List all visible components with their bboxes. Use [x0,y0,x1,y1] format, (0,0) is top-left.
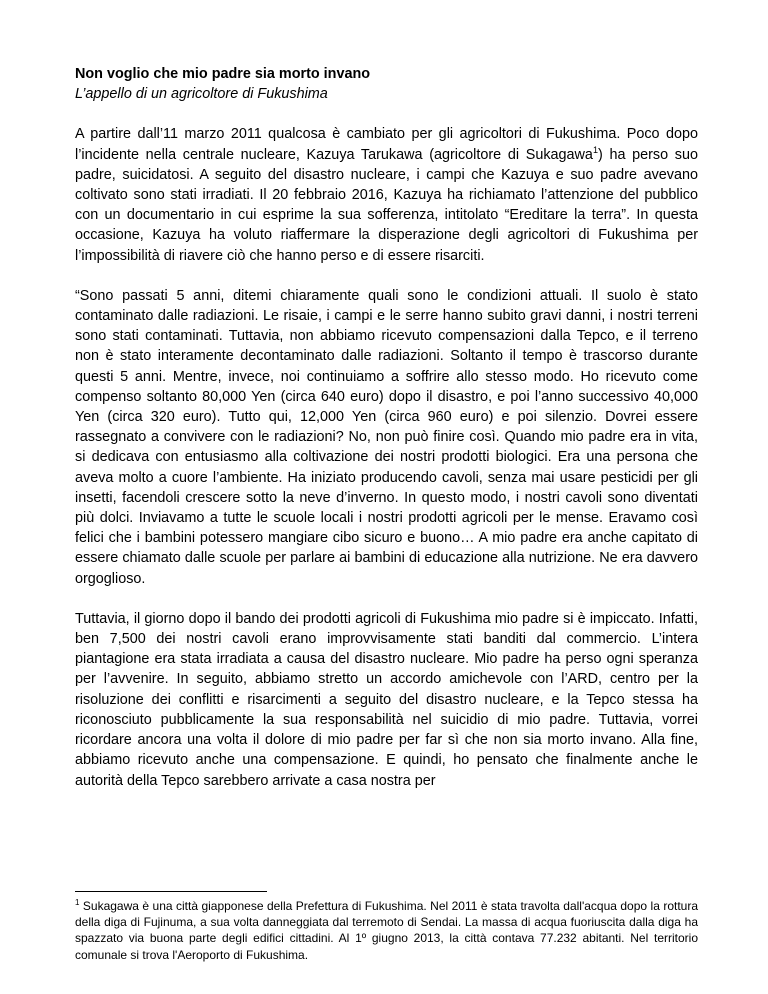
paragraph-1 [75,124,698,265]
paragraph-2: “Sono passati 5 anni, ditemi chiaramente quali sono le condizioni attuali. Il suolo è stato contaminato dalle radiazioni. Le risaie, i campi e le serre hanno subito gravi danni, i nostri terreni sono stati contaminati. Tuttavia, non abbiamo ricevuto compensazioni dalla Tepco, e il terreno non è stato interamente decontaminato dalle radiazioni. Soltanto il tempo è trascorso durante questi 5 anni. Mentre, invece, noi continuiamo a soffrire allo stesso modo. Ho ricevuto come compenso soltanto 80,000 Yen (circa 640 euro) dopo il disastro, e poi l’anno successivo 40,000 Yen (circa 320 euro). Tutto qui, 12,000 Yen (circa 960 euro) e poi silenzio. Dovrei essere rassegnato a convivere con le radiazioni? No, non può finire così. Quando mio padre era in vita, si dedicava con entusiasmo alla coltivazione dei nostri prodotti biologici. Era una persona che aveva molto a cuore l’ambiente. Ha iniziato producendo cavoli, senza mai usare pesticidi per gli insetti, facendoli crescere sotto la neve d’inverno. In questo modo, i nostri cavoli sono diventati più dolci. Inviavamo a tutte le scuole locali i nostri prodotti agricoli per le mense. Eravamo così felici che i bambini potessero mangiare cibo sicuro e buono… A mio padre era anche capitato di essere chiamato dalle scuole per parlare ai bambini di educazione alla nutrizione. Ne era davvero orgoglioso. [75,287,698,587]
footnote-text: Sukagawa è una città giapponese della Prefettura di Fukushima. Nel 2011 è stata travolta dall'acqua dopo la rottura della diga di Fujinuma, a sua volta danneggiata dal terremoto di Sendai. La massa di acqua fuoriuscita dalla diga ha spazzato via buona parte degli edifici cittadini. Al 1º giugno 2013, la città contava 77.232 abitanti. Nel territorio comunale si trova l'Aeroporto di Fukushima. [75,899,698,962]
document-body [75,64,698,811]
document-subtitle: L’appello di un agricoltore di Fukushima [75,86,328,103]
paragraph-3: Tuttavia, il giorno dopo il bando dei prodotti agricoli di Fukushima mio padre si è impiccato. Infatti, ben 7,500 dei nostri cavoli erano improvvisamente stati banditi dal commercio. L’intera piantagione era stata irradiata a causa del disastro nucleare. Mio padre ha perso ogni speranza per l’avvenire. In seguito, abbiamo stretto un accordo amichevole con l’ARD, centro per la risoluzione dei conflitti e risarcimenti a seguito del disastro nucleare, e la Tepco stessa ha riconosciuto pubblicamente la sua responsabilità nel suicidio di mio padre. Tuttavia, vorrei ricordare ancora una volta il dolore di mio padre per far sì che non sia morto invano. Alla fine, abbiamo ricevuto anche una compensazione. E quindi, ho pensato che finalmente anche le autorità della Tepco sarebbero arrivate a casa nostra per [75,610,698,789]
footnote [75,898,698,963]
paragraph-1-text-end: ) ha perso suo padre, suicidatosi. A seguito del disastro nucleare, i campi che Kazuya e suo padre avevano coltivato sono stati irradiati. Il 20 febbraio 2016, Kazuya ha richiamato l’attenzione del pubblico con un documentario in cui esprime la sua sofferenza, intitolato “Ereditare la terra”. In questa occasione, Kazuya ha voluto riaffermare la disperazione degli agricoltori di Fukushima per l’impossibilità di riavere ciò che hanno perso e di essere risarciti. [75,146,699,264]
footnote-number: 1 [75,898,80,907]
paragraph-1-text-start: A partire dall’11 marzo 2011 qualcosa è cambiato per gli agricoltori di Fukushima. Poco dopo l’incidente nella centrale nucleare, Kazuya Tarukawa (agricoltore di Sukagawa [75,126,698,163]
footnote-separator [75,891,267,892]
document-title: Non voglio che mio padre sia morto invano [75,66,371,82]
footnote-reference: 1 [592,144,598,155]
